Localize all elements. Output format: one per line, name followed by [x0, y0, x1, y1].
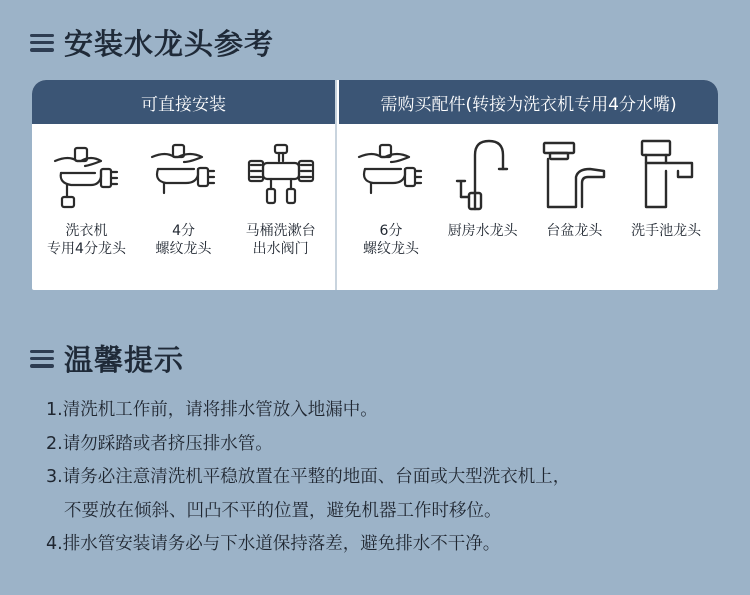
faucet-item — [621, 124, 711, 258]
direct-install-header: 可直接安装 — [32, 80, 335, 124]
basin-faucet-icon — [534, 134, 614, 216]
threaded-faucet-icon — [144, 134, 224, 216]
item-label: 马桶洗漱台 出水阀门 — [245, 223, 316, 257]
faucet-reference-card — [32, 80, 718, 290]
item-label: 厨房水龙头 — [447, 223, 518, 239]
accessory-panel — [339, 80, 718, 290]
item-label: 4分 螺纹龙头 — [155, 223, 212, 257]
accessory-header: 需购买配件(转接为洗衣机专用4分水嘴) — [339, 80, 718, 124]
menu-lines-icon — [30, 350, 54, 368]
section-title-install — [30, 22, 274, 63]
kitchen-faucet-icon — [443, 134, 523, 216]
faucet-item — [346, 124, 436, 258]
section-title-tips — [30, 338, 184, 379]
tip-item: 1.清洗机工作前，请将排水管放入地漏中。 — [46, 400, 378, 420]
faucet-item — [438, 124, 528, 258]
menu-lines-icon — [30, 34, 54, 52]
faucet-item — [42, 124, 132, 258]
tip-item: 2.请勿踩踏或者挤压排水管。 — [46, 433, 273, 454]
item-label: 洗衣机 专用4分龙头 — [47, 223, 126, 257]
tips-list — [46, 396, 736, 564]
toilet-valve-icon — [241, 134, 321, 216]
item-label: 6分 螺纹龙头 — [362, 223, 419, 257]
threaded-faucet-icon — [351, 134, 431, 216]
direct-install-panel — [32, 80, 335, 290]
faucet-item — [529, 124, 619, 258]
panel-divider — [335, 80, 337, 290]
tip-item: 4.排水管安装请务必与下水道保持落差，避免排水不干净。 — [46, 534, 501, 554]
sink-faucet-icon — [626, 134, 706, 216]
item-label: 洗手池龙头 — [631, 223, 702, 239]
tip-item-continued: 不要放在倾斜、凹凸不平的位置，避免机器工作时移位。 — [64, 500, 502, 521]
washing-machine-faucet-icon — [47, 134, 127, 216]
faucet-item — [139, 124, 229, 258]
faucet-item — [236, 124, 326, 258]
section-title-text: 安装水龙头参考 — [64, 27, 275, 61]
item-label: 台盆龙头 — [546, 223, 603, 239]
tip-item: 3.请务必注意清洗机平稳放置在平整的地面、台面或大型洗衣机上， — [46, 467, 571, 487]
section-title-text: 温馨提示 — [64, 343, 185, 377]
